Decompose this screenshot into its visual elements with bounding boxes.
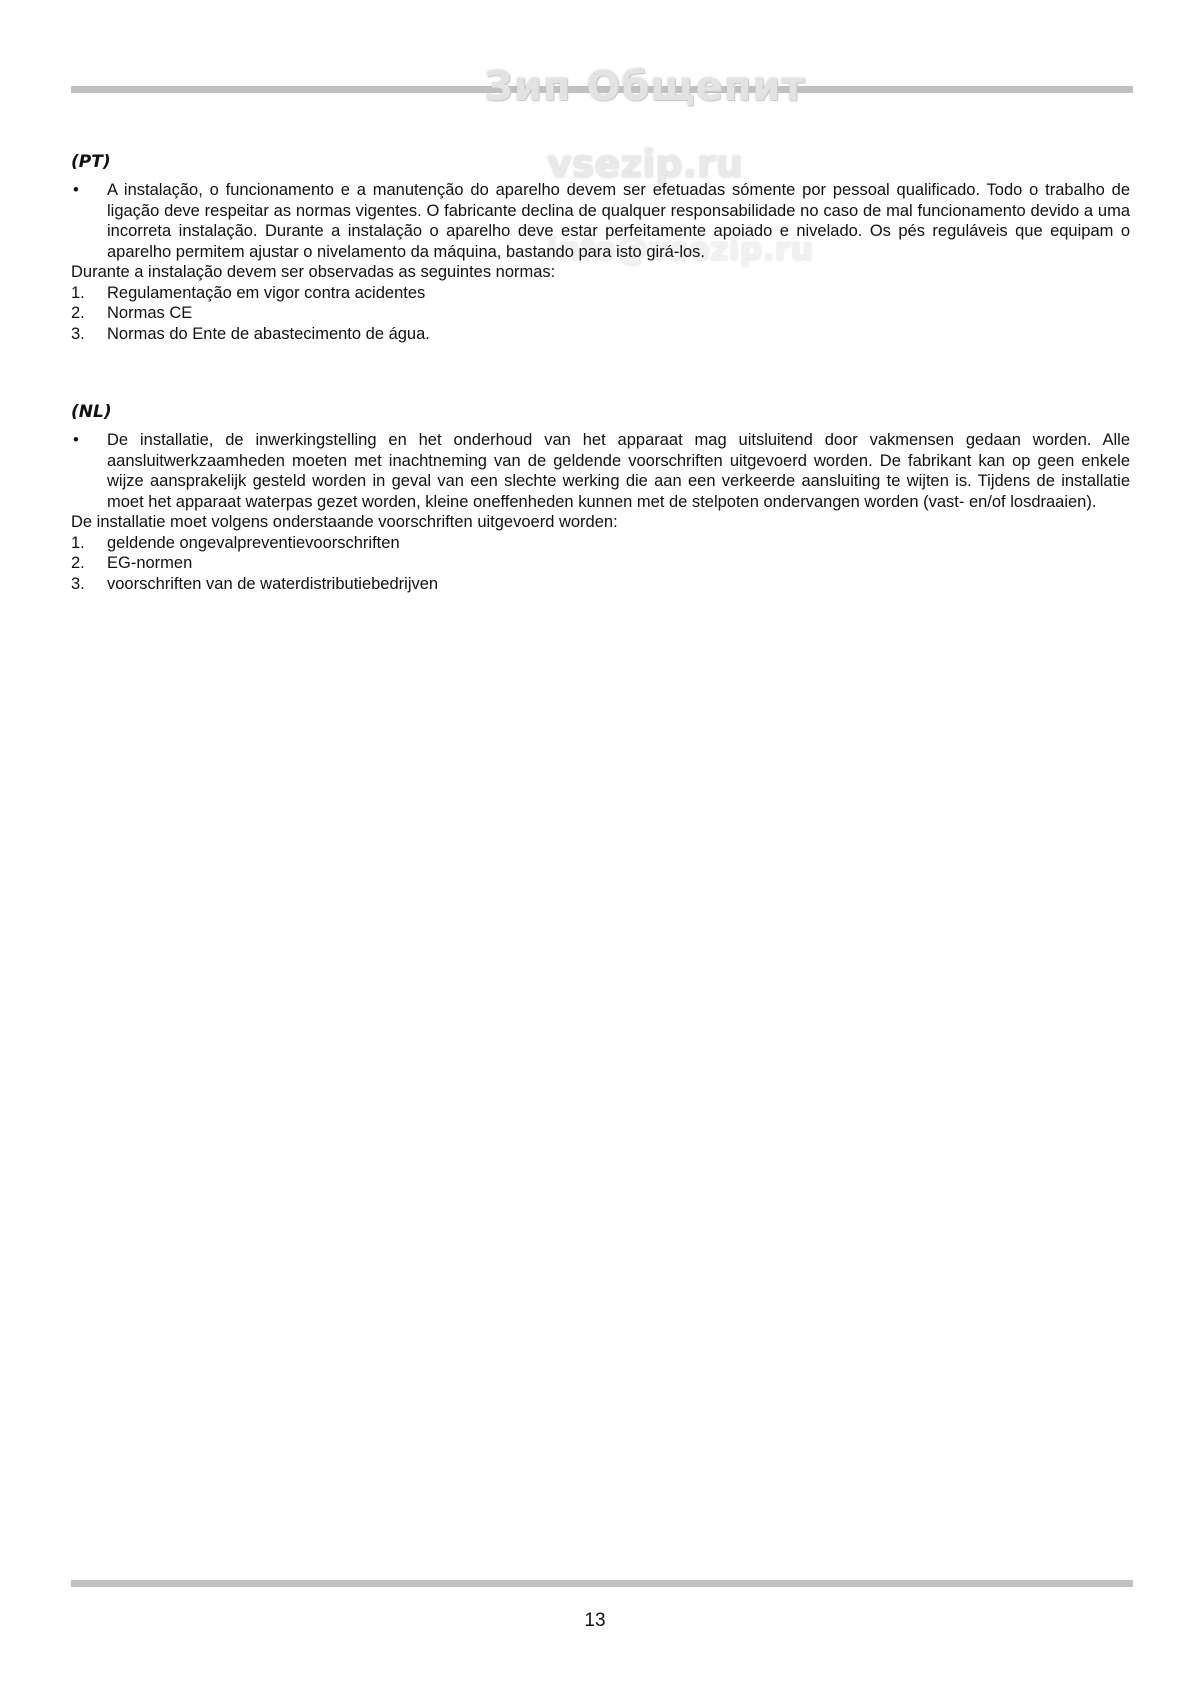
bullet-text: A instalação, o funcionamento e a manutenção do aparelho devem ser efetuadas sómente por pessoal qualificado. Todo o trabalho de ligação deve respeitar as normas vigentes. O fabricante declina de qualquer responsabilidade no caso de mal funcionamento devido a uma incorreta instalação. Durante a instalação o aparelho deve estar perfeitamente apoiado e nivelado. Os pés reguláveis que equipam o aparelho permitem ajustar o nivelamento da máquina, bastando para isto girá-los. bbox=[107, 181, 1130, 261]
section-heading: (NL) bbox=[71, 402, 112, 422]
list-number: 3. bbox=[71, 574, 85, 593]
list-item bbox=[71, 303, 1130, 324]
list-item bbox=[71, 574, 1130, 595]
list-text: geldende ongevalpreventievoorschriften bbox=[107, 533, 400, 552]
list-number: 1. bbox=[71, 283, 85, 302]
numbered-list bbox=[71, 283, 1130, 345]
watermark-email: info@vsezip.ru bbox=[546, 230, 814, 268]
list-item bbox=[71, 283, 1130, 304]
bullet-paragraph bbox=[71, 180, 1130, 262]
list-item bbox=[71, 324, 1130, 345]
list-number: 3. bbox=[71, 324, 85, 343]
bullet-icon: • bbox=[73, 181, 79, 199]
bullet-text: De installatie, de inwerkingstelling en het onderhoud van het apparaat mag uitsluitend door vakmensen gedaan worden. Alle aansluitwerkzaamheden moeten met inachtneming van de geldende voorschriften uitgevoerd worden. De fabrikant kan op geen enkele wijze aansprakelijk gesteld worden in geval van een slechte werking die aan een verkeerde aansluiting te wijten is. Tijdens de installatie moet het apparaat waterpas gezet worden, kleine oneffenheden kunnen met de stelpoten ondervangen worden (vast- en/of losdraaien). bbox=[107, 431, 1130, 511]
section-nl bbox=[71, 402, 1130, 594]
list-item bbox=[71, 533, 1130, 554]
list-number: 2. bbox=[71, 554, 85, 572]
bullet-icon: • bbox=[73, 431, 79, 449]
intro-text: Durante a instalação devem ser observadas as seguintes normas: bbox=[71, 263, 556, 281]
list-text: EG-normen bbox=[107, 554, 193, 572]
list-text: Regulamentação em vigor contra acidentes bbox=[107, 283, 426, 302]
list-item bbox=[71, 553, 1130, 574]
list-text: Normas do Ente de abastecimento de água. bbox=[107, 324, 430, 343]
footer-rule bbox=[71, 1580, 1133, 1587]
intro-text: De installatie moet volgens onderstaande voorschriften uitgevoerd worden: bbox=[71, 513, 618, 531]
list-number: 1. bbox=[71, 533, 85, 552]
watermark-site: vsezip.ru bbox=[547, 142, 743, 186]
section-heading: (PT) bbox=[71, 152, 111, 172]
watermark-brand: Зип Общепит bbox=[484, 64, 806, 110]
section-pt bbox=[71, 152, 1130, 344]
list-number: 2. bbox=[71, 304, 85, 322]
page-number: 13 bbox=[584, 1610, 606, 1631]
list-text: voorschriften van de waterdistributiebedrijven bbox=[107, 574, 439, 593]
bullet-paragraph bbox=[71, 430, 1130, 512]
list-text: Normas CE bbox=[107, 304, 193, 322]
numbered-list bbox=[71, 533, 1130, 595]
